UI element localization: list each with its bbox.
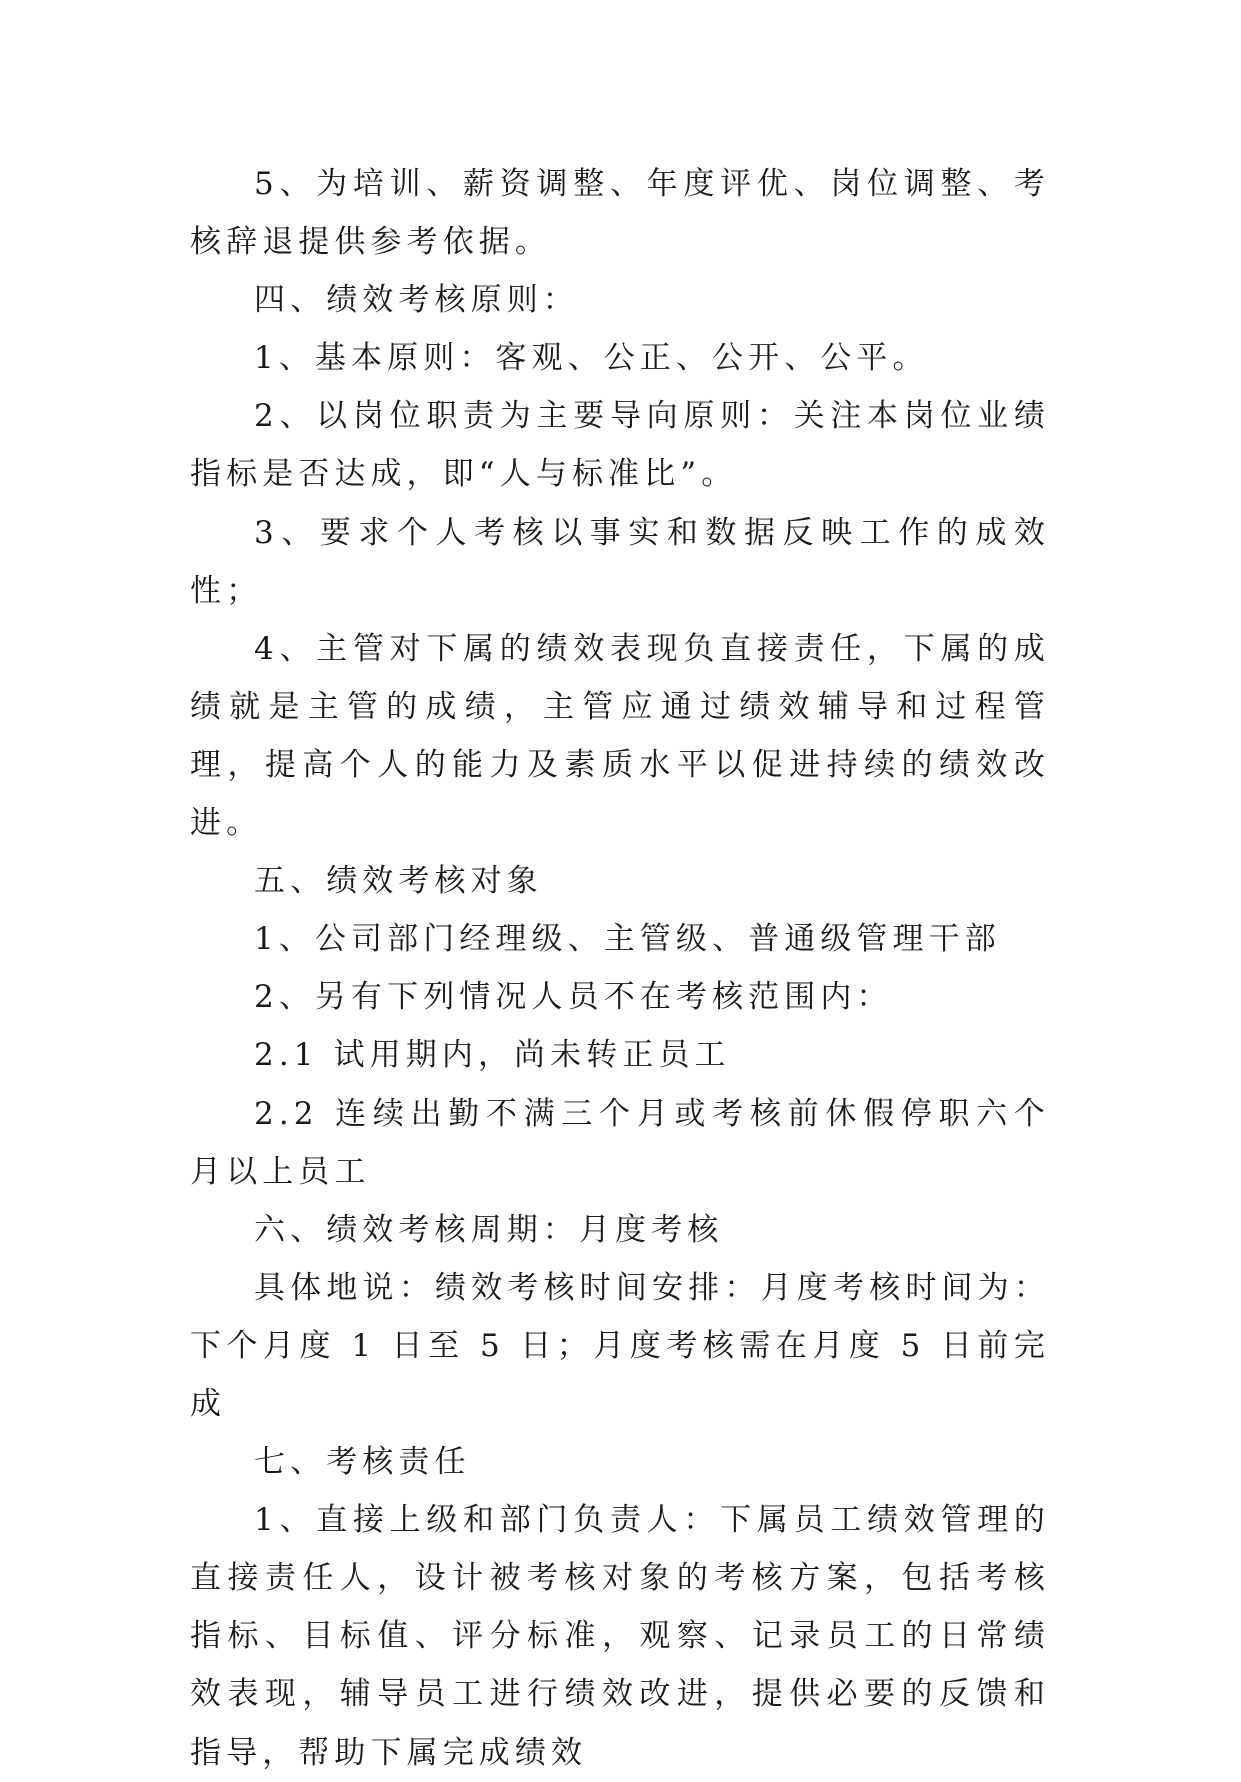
section-heading-cycle: 六、绩效考核周期：月度考核 [254, 1211, 724, 1248]
paragraph-target-2: 2、另有下列情况人员不在考核范围内： [254, 979, 893, 1016]
section-heading-targets: 五、绩效考核对象 [254, 863, 543, 900]
paragraph-principle-2: 2、以岗位职责为主要导向原则：关注本岗位业绩指标是否达成，即“人与标准比”。 [190, 398, 1050, 493]
paragraph-cycle-detail: 具体地说：绩效考核时间安排：月度考核时间为：下个月度 1 日至 5 日；月度考核需在月度 5 日前完成 [190, 1269, 1050, 1422]
paragraph-principle-3: 3、要求个人考核以事实和数据反映工作的成效性； [190, 514, 1050, 609]
paragraph-principle-4: 4、主管对下属的绩效表现负直接责任，下属的成绩就是主管的成绩，主管应通过绩效辅导和过程管理，提高个人的能力及素质水平以促进持续的绩效改进。 [190, 630, 1050, 842]
paragraph-responsibility-1: 1、直接上级和部门负责人：下属员工绩效管理的直接责任人，设计被考核对象的考核方案，包括考核指标、目标值、评分标准，观察、记录员工的日常绩效表现，辅导员工进行绩效改进，提供必要的反馈和指导，帮助下属完成绩效 [190, 1502, 1050, 1771]
paragraph-target-2-2: 2.2 连续出勤不满三个月或考核前休假停职六个月以上员工 [190, 1095, 1050, 1190]
paragraph-target-1: 1、公司部门经理级、主管级、普通级管理干部 [254, 921, 1001, 958]
paragraph-purpose-5: 5、为培训、薪资调整、年度评优、岗位调整、考核辞退提供参考依据。 [190, 166, 1050, 261]
paragraph-principle-1: 1、基本原则：客观、公正、公开、公平。 [254, 340, 929, 377]
paragraph-target-2-1: 2.1 试用期内，尚未转正员工 [254, 1037, 731, 1074]
document-body [190, 155, 1050, 1782]
section-heading-responsibility: 七、考核责任 [254, 1444, 471, 1481]
section-heading-principles: 四、绩效考核原则： [254, 282, 579, 319]
